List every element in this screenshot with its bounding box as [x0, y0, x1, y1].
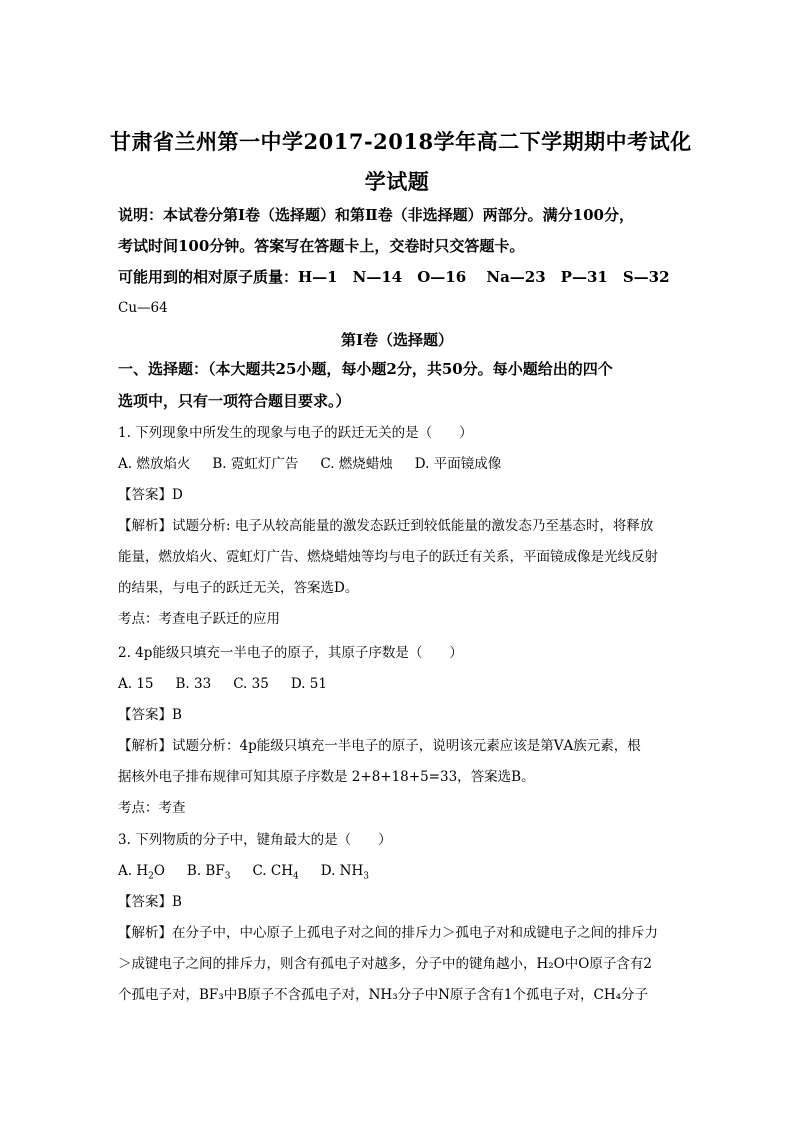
q1-analysis-line2: 能量，燃放焰火、霓虹灯广告、燃烧蜡烛等均与电子的跃迁有关系，平面镜成像是光线反射 [118, 549, 658, 565]
q2-options [118, 674, 349, 694]
q1-answer: 【答案】D [118, 487, 183, 503]
q1-stem: 1. 下列现象中所发生的现象与电子的跃迁无关的是（ ） [118, 425, 473, 441]
q2-option-d: D. 51 [290, 676, 327, 692]
q2-stem: 2. 4p能级只填充一半电子的原子，其原子序数是（ ） [118, 645, 463, 661]
q1-analysis-line1: 【解析】试题分析: 电子从较高能量的激发态跃迁到较低能量的激发态乃至基态时，将释放 [118, 518, 654, 534]
q3-analysis-line1: 【解析】在分子中，中心原子上孤电子对之间的排斥力＞孤电子对和成键电子之间的排斥力 [118, 925, 658, 941]
q3-option-d [321, 861, 369, 881]
section1-instruction-line2: 选项中，只有一项符合题目要求。） [118, 392, 351, 410]
q1-option-c: C. 燃烧蜡烛 [320, 456, 393, 472]
q3-option-d-prefix: D. NH [320, 863, 364, 879]
q3-analysis-line2: ＞成键电子之间的排斥力，则含有孤电子对越多，分子中的键角越小，H₂O中O原子含有2 [118, 956, 652, 972]
q2-analysis-line2: 据核外电子排布规律可知其原子序数是 2+8+18+5=33，答案选B。 [118, 769, 535, 785]
q2-answer: 【答案】B [118, 707, 182, 723]
q3-option-b-prefix: B. BF [186, 863, 225, 879]
q1-point: 考点：考查电子跃迁的应用 [118, 611, 280, 627]
q3-option-b [187, 861, 231, 881]
q1-option-d: D. 平面镜成像 [414, 456, 502, 472]
intro-line2: 考试时间100分钟。答案写在答题卡上，交卷时只交答题卡。 [118, 237, 525, 255]
q1-option-b: B. 霓虹灯广告 [212, 456, 299, 472]
q3-option-c-prefix: C. CH [252, 863, 293, 879]
atomic-mass-line1: 可能用到的相对原子质量：H—1 N—14 O—16 Na—23 P—31 S—32 [118, 268, 670, 286]
section1-instruction-line1: 一、选择题：（本大题共25小题，每小题2分，共50分。每小题给出的四个 [118, 360, 613, 378]
q3-option-d-sub: 3 [363, 871, 369, 882]
q3-options [118, 861, 391, 881]
q2-option-a: A. 15 [118, 676, 154, 692]
section1-heading: 第Ⅰ卷（选择题） [340, 331, 454, 349]
q3-option-c [252, 861, 298, 881]
q3-option-b-sub: 3 [224, 871, 231, 882]
q3-analysis-line3: 个孤电子对，BF₃中B原子不含孤电子对，NH₃分子中N原子含有1个孤电子对，CH₄分子 [118, 987, 649, 1003]
q3-option-a-sub: 2 [148, 871, 154, 882]
atomic-mass-line2: Cu—64 [118, 300, 168, 316]
doc-title-line1: 甘肃省兰州第一中学2017-2018学年高二下学期期中考试化 [110, 129, 692, 154]
q2-analysis-line1: 【解析】试题分析：4p能级只填充一半电子的原子，说明该元素应该是第ⅤA族元素，根 [118, 738, 641, 754]
q3-option-c-sub: 4 [293, 871, 299, 882]
intro-line1: 说明：本试卷分第Ⅰ卷（选择题）和第Ⅱ卷（非选择题）两部分。满分100分， [118, 206, 634, 224]
q3-stem: 3. 下列物质的分子中，键角最大的是（ ） [118, 832, 392, 848]
q1-analysis-line3: 的结果，与电子的跃迁无关，答案选D。 [118, 580, 359, 596]
q1-options [118, 454, 523, 474]
q3-option-a-prefix: A. H [118, 863, 149, 879]
q1-option-a: A. 燃放焰火 [118, 456, 191, 472]
q2-point: 考点：考查 [118, 800, 186, 816]
q3-option-a [118, 861, 165, 881]
q2-option-b: B. 33 [175, 676, 212, 692]
q3-answer: 【答案】B [118, 894, 182, 910]
q2-option-c: C. 35 [233, 676, 269, 692]
q3-option-a-suffix: O [153, 863, 165, 879]
doc-title-line2: 学试题 [364, 169, 430, 194]
